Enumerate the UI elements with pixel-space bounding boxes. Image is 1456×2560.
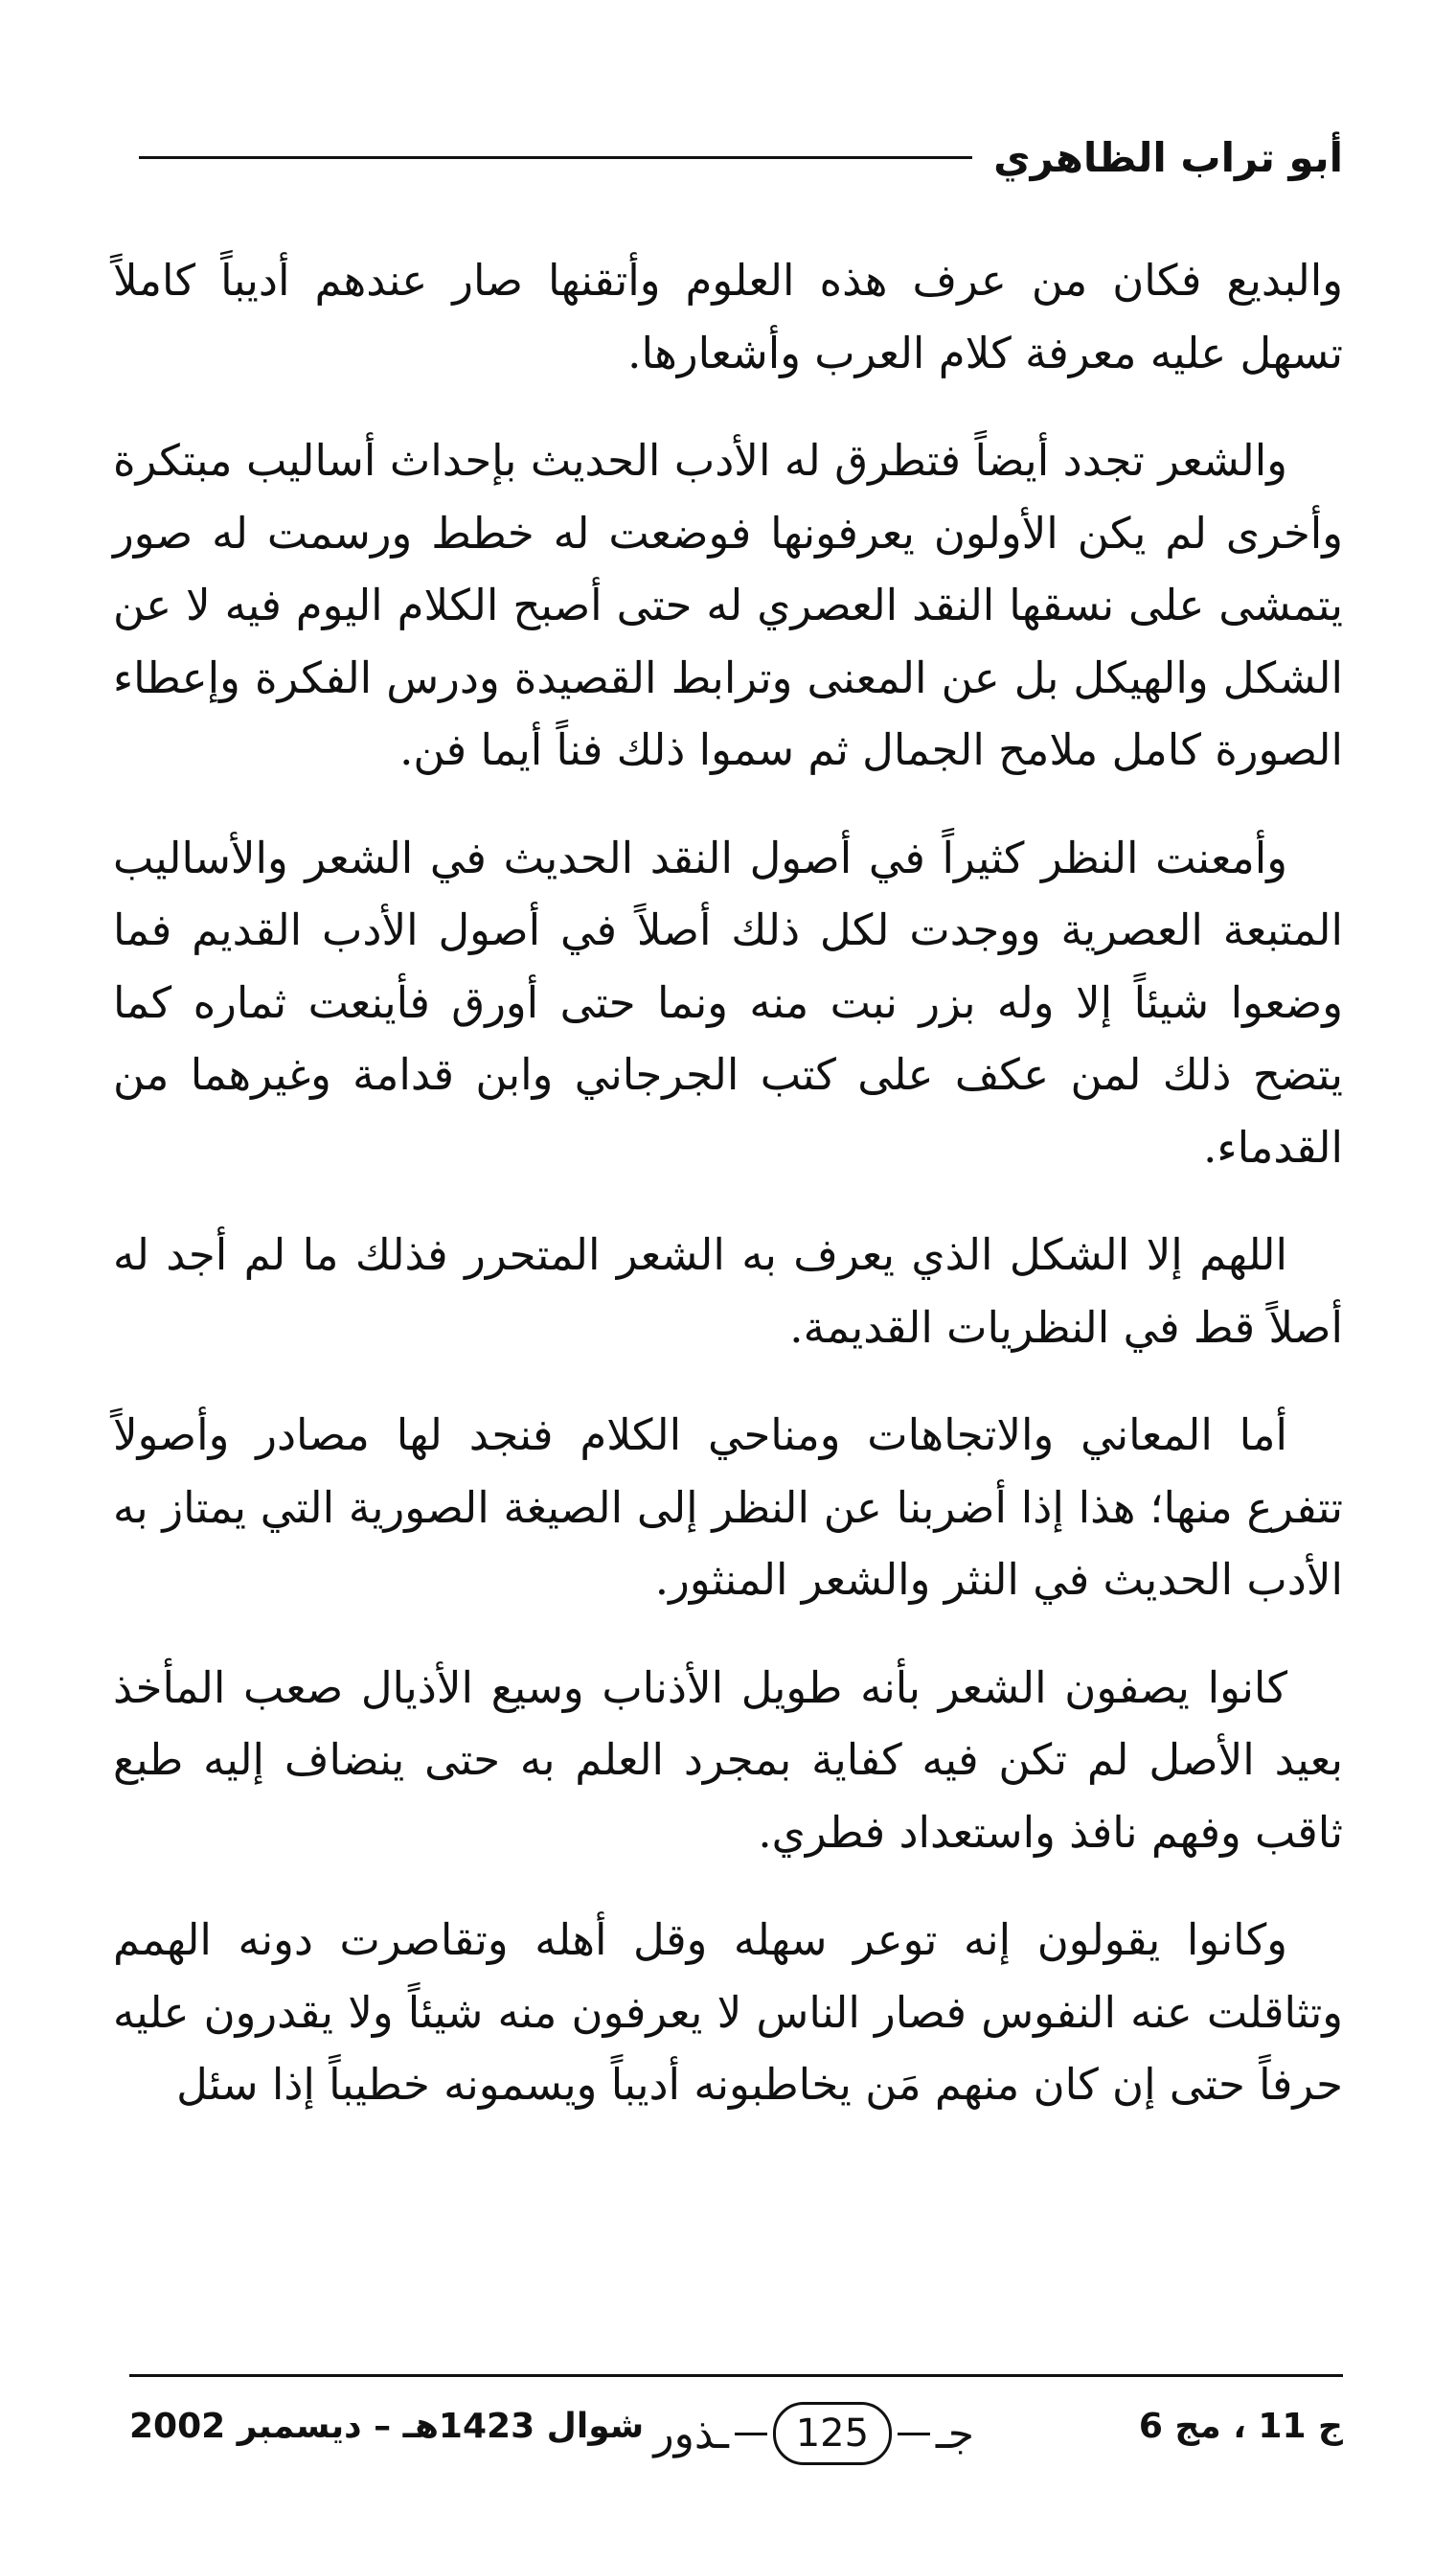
magazine-logo [653, 2395, 974, 2472]
paragraph: كانوا يصفون الشعر بأنه طويل الأذناب وسيع الأذيال صعب المأخذ بعيد الأصل لم تكن فيه كفاية بمجرد العلم به حتى ينضاف إليه طبع ثاقب وفهم نافذ واستعداد فطري. [113, 1661, 1343, 1858]
paragraph: والبديع فكان من عرف هذه العلوم وأتقنها صار عندهم أديباً كاملاً تسهل عليه معرفة كلام العرب وأشعارها. [113, 255, 1343, 378]
issue-number: ج 11 ، مج 6 [1138, 2407, 1343, 2446]
running-header [139, 134, 1343, 181]
page-footer [129, 2395, 1343, 2472]
body-text [113, 244, 1343, 2157]
logo-line [735, 2433, 767, 2435]
paragraph: وكانوا يقولون إنه توعر سهله وقل أهله وتقاصرت دونه الهمم وتثاقلت عنه النفوس فصار الناس لا يعرفون منه شيئاً ولا يقدرون عليه حرفاً حتى إن كان منهم مَن يخاطبونه أديباً ويسمونه خطيباً إذا سئل [113, 1914, 1343, 2110]
magazine-prefix: جـ [935, 2409, 974, 2458]
page-number: 125 [773, 2402, 892, 2465]
magazine-suffix: ـذور [653, 2409, 729, 2458]
paragraph: والشعر تجدد أيضاً فتطرق له الأدب الحديث بإحداث أساليب مبتكرة وأخرى لم يكن الأولون يعرفونها فوضعت له خطط ورسمت له صور يتمشى على نسقها النقد العصري له حتى أصبح الكلام اليوم فيه لا عن الشكل والهيكل بل عن المعنى وترابط القصيدة ودرس الفكرة وإعطاء الصورة كامل ملامح الجمال ثم سموا ذلك فناً أيما فن. [113, 435, 1343, 775]
paragraph: أما المعاني والاتجاهات ومناحي الكلام فنجد لها مصادر وأصولاً تتفرع منها؛ هذا إذا أضربنا عن النظر إلى الصيغة الصورية التي يمتاز به الأدب الحديث في النثر والشعر المنثور. [113, 1409, 1343, 1605]
logo-line [898, 2433, 930, 2435]
header-author: أبو تراب الظاهري [993, 134, 1343, 181]
issue-date: شوال 1423هـ – ديسمبر 2002 [129, 2407, 645, 2446]
paragraph: اللهم إلا الشكل الذي يعرف به الشعر المتحرر فذلك ما لم أجد له أصلاً قط في النظريات القديمة. [113, 1229, 1343, 1353]
paragraph: وأمعنت النظر كثيراً في أصول النقد الحديث في الشعر والأساليب المتبعة العصرية ووجدت لكل ذلك أصلاً في أصول الأدب القديم فما وضعوا شيئاً إلا وله بزر نبت منه ونما حتى أورق فأينعت ثماره كما يتضح ذلك لمن عكف على كتب الجرجاني وابن قدامة وغيرهما من القدماء. [113, 832, 1343, 1173]
header-rule [139, 156, 972, 159]
footer-rule [129, 2374, 1343, 2377]
